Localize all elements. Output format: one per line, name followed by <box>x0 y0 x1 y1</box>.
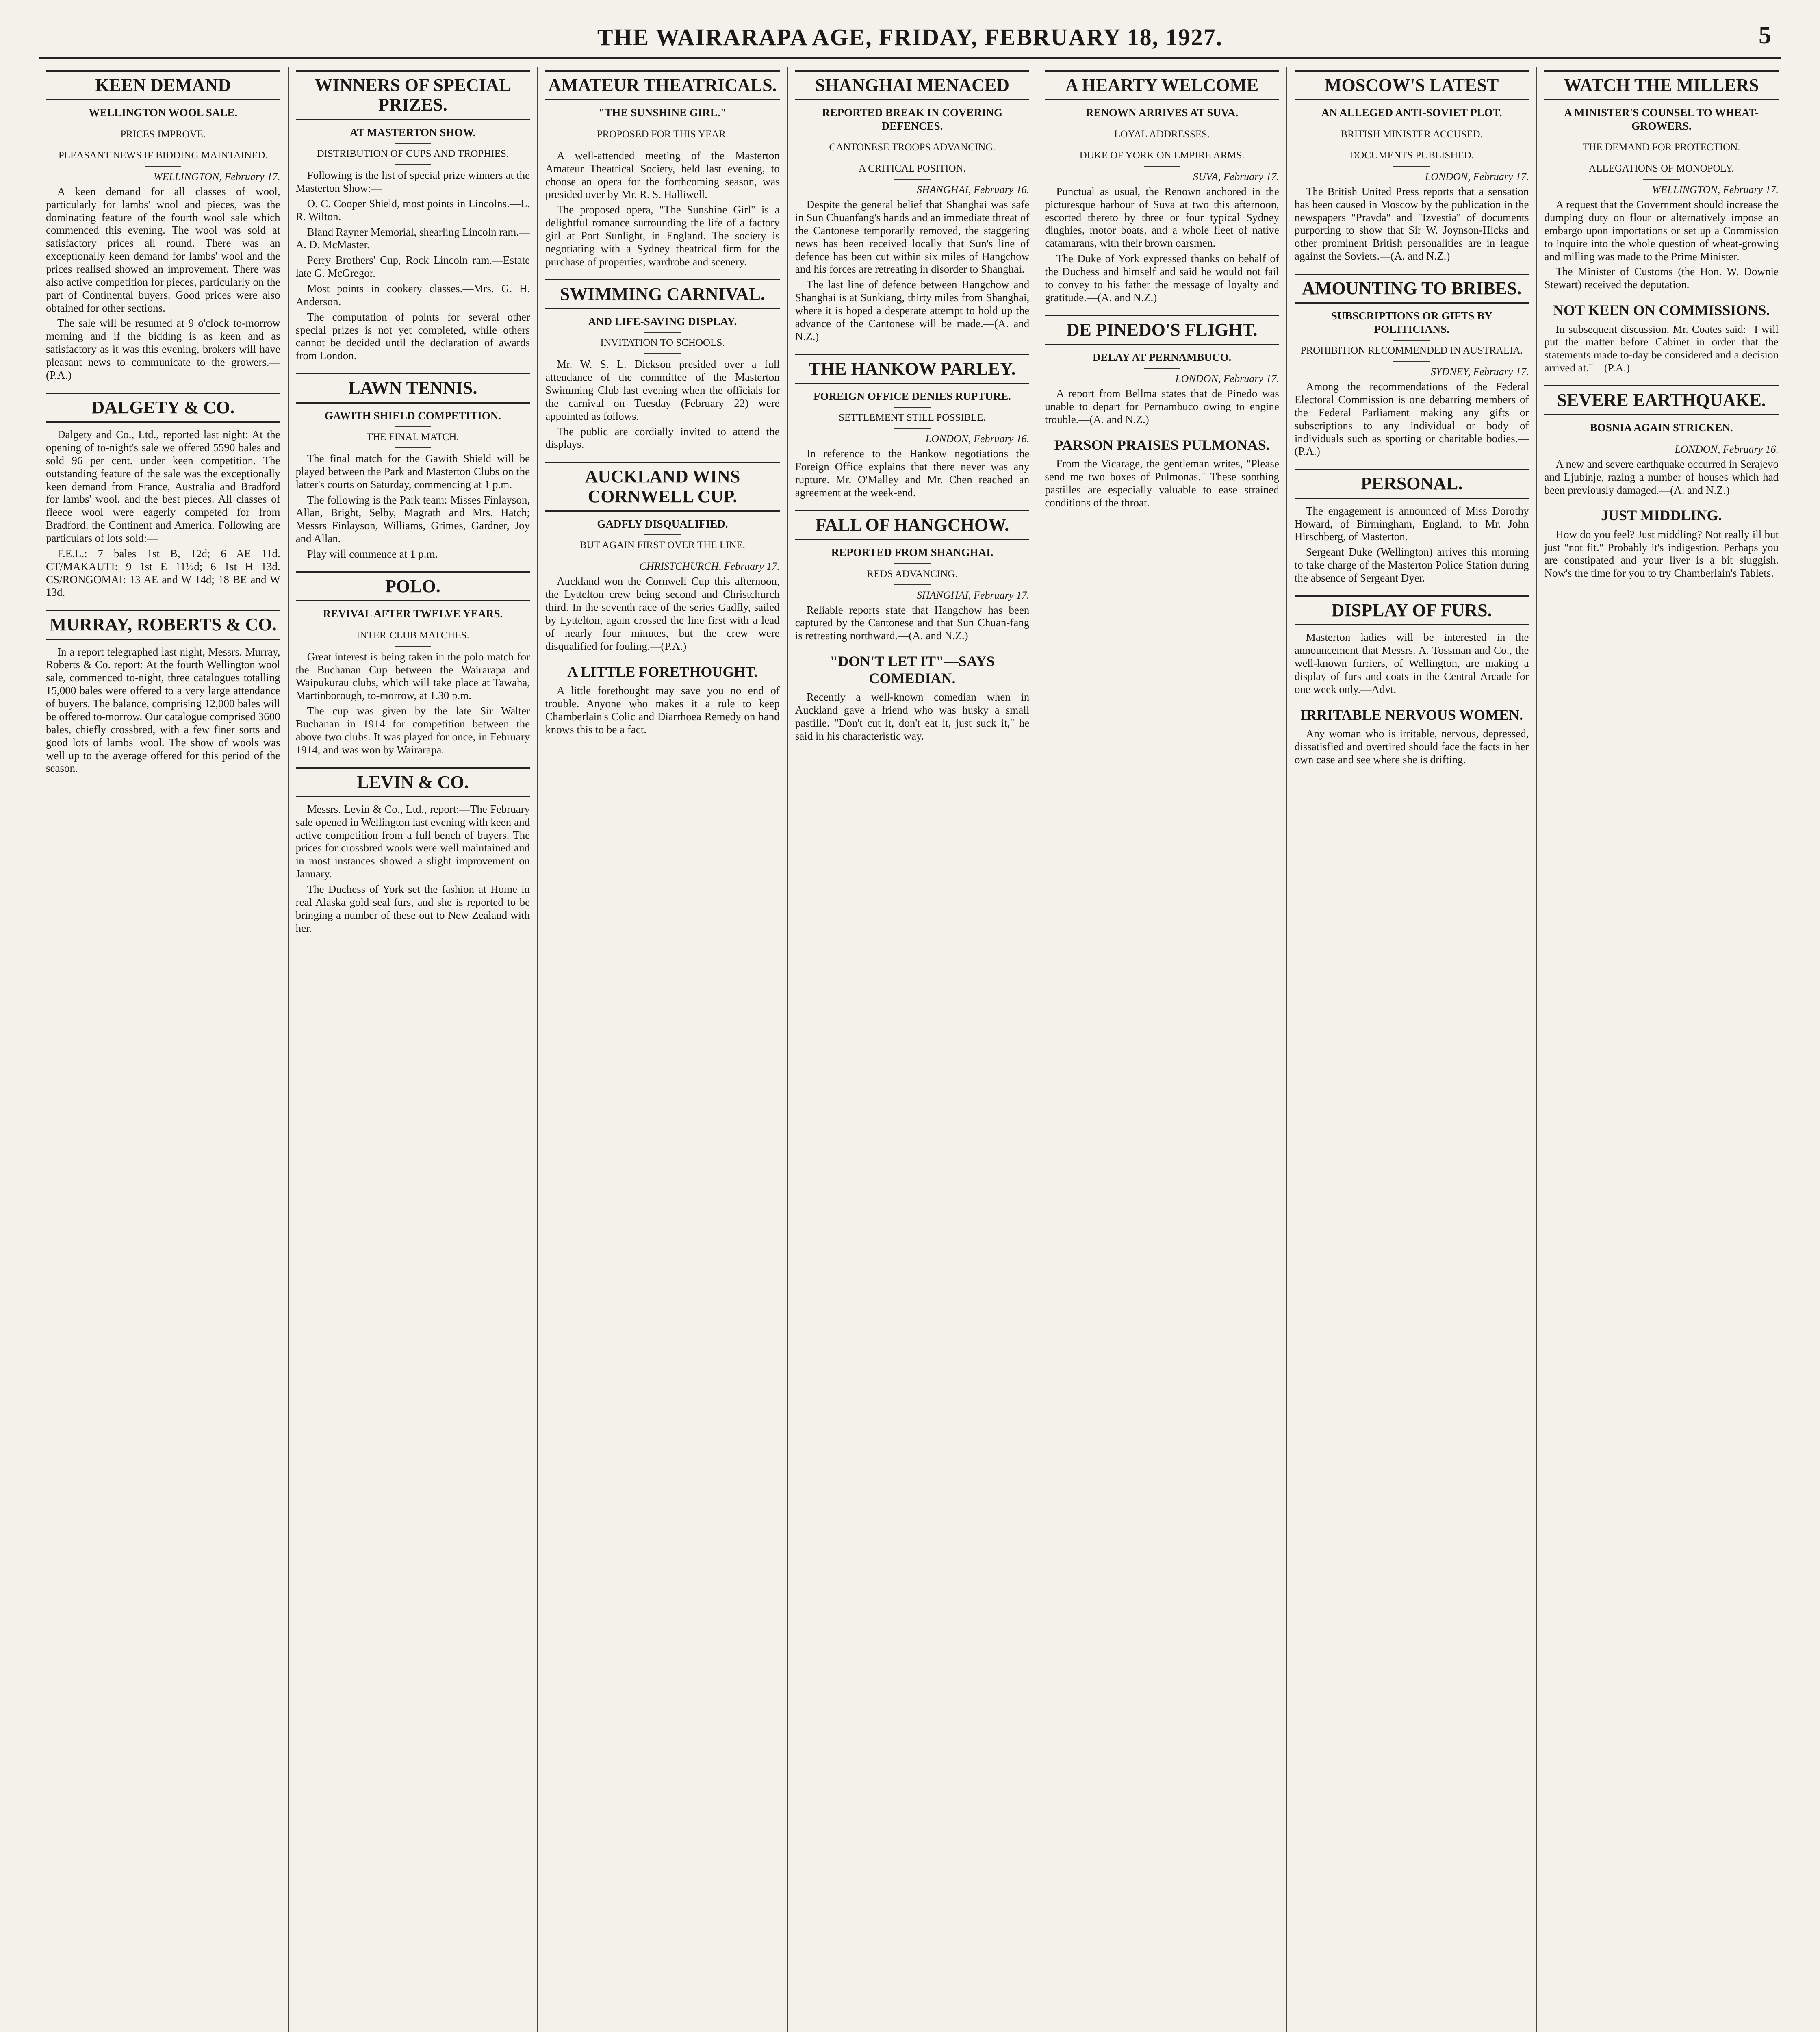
article-paragraph: The cup was given by the late Sir Walter Buchanan in 1914 for competition between the above two clubs. It was played for once, in February 1914, and was won by Wairarapa. <box>295 705 530 756</box>
separator-rule <box>1393 340 1430 341</box>
article-headline: IRRITABLE NERVOUS WOMEN. <box>1300 706 1523 723</box>
article-paragraph: From the Vicarage, the gentleman writes, "Please send me two boxes of Pulmonas." These soothing pastilles are especially valuable to ease strained conditions of the throat. <box>1045 458 1279 509</box>
separator-rule <box>395 646 431 647</box>
article-subheading: DISTRIBUTION OF CUPS AND TROPHIES. <box>317 148 509 160</box>
separator-rule <box>1144 166 1180 167</box>
separator-rule <box>1393 361 1430 362</box>
article-dateline: LONDON, February 16. <box>1675 443 1779 455</box>
article <box>545 279 780 452</box>
article <box>1295 70 1529 263</box>
article-paragraph: A well-attended meeting of the Masterton Amateur Theatrical Society, held last evening, to choose an opera for the forthcoming season, was presided over by Mr. R. S. Halliwell. <box>545 149 780 201</box>
article <box>545 70 780 269</box>
article-paragraph: The Duchess of York set the fashion at Home in real Alaska gold seal furs, and she is reported to be bringing a number of these out to New Zealand with her. <box>295 883 530 934</box>
article-subheading: BUT AGAIN FIRST OVER THE LINE. <box>579 540 745 551</box>
article-subheading: DELAY AT PERNAMBUCO. <box>1092 351 1232 363</box>
article-paragraph: Messrs. Levin & Co., Ltd., report:—The February sale opened in Wellington last evening with keen and active competition from a full bench of buyers. The prices for crossbred wools were well maintained and in most instances showed a slight improvement on January. <box>295 803 530 880</box>
article-subheading: SUBSCRIPTIONS OR GIFTS BY POLITICIANS. <box>1331 310 1492 335</box>
article-paragraph: Play will commence at 1 p.m. <box>307 548 438 560</box>
article <box>1295 595 1529 696</box>
article-subheading: REDS ADVANCING. <box>867 568 958 580</box>
article-dateline: LONDON, February 17. <box>1425 170 1529 182</box>
article-headline: LAWN TENNIS. <box>296 373 530 403</box>
article-paragraph: Auckland won the Cornwell Cup this afternoon, the Lyttelton crew being second and Christchurch third. In the seventh race of the series Gadfly, sailed by Lyttelton, again crossed the line first with a lead of nearly four minutes, but the crew were disqualified for fouling.—(P.A.) <box>545 575 780 652</box>
article-headline: SHANGHAI MENACED <box>795 70 1030 100</box>
article-paragraph: Great interest is being taken in the polo match for the Buchanan Cup between the Wairarapa and Waipukurau clubs, which will take place at Tawaha, Martinborough, to-morrow, at 1.30 p.m. <box>295 650 530 702</box>
article-subheading: PROHIBITION RECOMMENDED IN AUSTRALIA. <box>1300 345 1523 356</box>
article-subheading: GADFLY DISQUALIFIED. <box>597 518 728 530</box>
article-paragraph: The British United Press reports that a sensation has been caused in Moscow by the publication in the newspapers "Pravda" and "Izvestia" of documents purporting to show that Sir W. Joynson-Hicks and other prominent British personalities are in league against the Soviets.—(A. and N.Z.) <box>1294 185 1529 263</box>
article-subheading: FOREIGN OFFICE DENIES RUPTURE. <box>813 390 1011 403</box>
article-subheading: BOSNIA AGAIN STRICKEN. <box>1590 421 1733 434</box>
separator-rule <box>395 447 431 448</box>
article <box>1045 315 1279 426</box>
article-paragraph: A new and severe earthquake occurred in Serajevo and Ljubinje, razing a number of houses which had been previously damaged.—(A. and N.Z.) <box>1544 458 1779 496</box>
article-paragraph: Most points in cookery classes.—Mrs. G. H. Anderson. <box>295 282 530 308</box>
article-subheading: A MINISTER'S COUNSEL TO WHEAT-GROWERS. <box>1564 106 1759 132</box>
article-subheading: CANTONESE TROOPS ADVANCING. <box>829 142 996 153</box>
article-paragraph: Mr. W. S. L. Dickson presided over a full attendance of the committee of the Masterton Swimming Club last evening when the officials for the carnival on Tuesday (February 22) were appointed as follows. <box>545 358 780 422</box>
article-paragraph: The sale will be resumed at 9 o'clock to-morrow morning and if the bidding is as keen and as satisfactory as it was this evening, brokers will have pleasant news to communicate to the growers.—(P.A.) <box>46 317 280 381</box>
article-headline: POLO. <box>296 571 530 601</box>
separator-rule <box>644 332 681 333</box>
article-paragraph: Masterton ladies will be interested in the announcement that Messrs. A. Tossman and Co., the well-known furriers, of Wellington, are making a display of furs and coats in the Central Arcade for one week only.—Advt. <box>1294 631 1529 695</box>
article-paragraph: Recently a well-known comedian when in Auckland gave a friend who was husky a small pastille. "Don't cut it, don't eat it, just suck it," he said in his characteristic way. <box>795 690 1030 742</box>
article <box>296 571 530 757</box>
separator-rule <box>145 166 181 167</box>
article-paragraph: A report from Bellma states that de Pinedo was unable to depart for Pernambuco owing to engine trouble.—(A. and N.Z.) <box>1045 387 1279 426</box>
article-paragraph: The public are cordially invited to attend the displays. <box>545 425 780 451</box>
article-dateline: SUVA, February 17. <box>1193 170 1279 182</box>
masthead <box>0 0 1820 61</box>
article <box>1045 437 1279 510</box>
article-headline: AMATEUR THEATRICALS. <box>545 70 780 100</box>
column-3 <box>538 67 788 2032</box>
article-paragraph: The Minister of Customs (the Hon. W. Downie Stewart) received the deputation. <box>1544 265 1779 291</box>
article-paragraph: How do you feel? Just middling? Not really ill but just "not fit." Probably it's indigestion. Perhaps you are constipated and your liver is a bit sluggish. Now's the time for you to try Chamberlain's Tablets. <box>1544 528 1779 580</box>
article-subheading: ALLEGATIONS OF MONOPOLY. <box>1589 163 1734 174</box>
article-paragraph: In a report telegraphed last night, Messrs. Murray, Roberts & Co. report: At the fourth Wellington wool sale, commenced to-night, three catalogues totalling 15,000 bales were offered to a very large attendance of buyers. The balance, comprising 12,000 bales will be offered to-morrow. Our catalogue comprised 3600 bales, chiefly crossbred, with a few finer sorts and good lots of lambs' wool. The show of wools was well up to the average offered for this period of the season. <box>46 645 280 775</box>
article-headline: SWIMMING CARNIVAL. <box>545 279 780 309</box>
article-paragraph: The following is the Park team: Misses Finlayson, Allan, Bright, Selby, Magrath and Mrs. Hatch; Messrs Finlayson, Williams, Grimes, Gardner, Joy and Allan. <box>295 493 530 545</box>
article-paragraph: A request that the Government should increase the dumping duty on flour or alternatively impose an embargo upon importations or set up a Commission to inquire into the whole question of wheat-growing and milling was made to the Prime Minister. <box>1544 198 1779 263</box>
article <box>46 393 280 599</box>
article-paragraph: Punctual as usual, the Renown anchored in the picturesque harbour of Suva at two this afternoon, escorted thereto by three or four typical Sydney dinghies, motor boats, and a whole fleet of native catamarans, with their brown oarsmen. <box>1045 185 1279 250</box>
separator-rule <box>395 164 431 165</box>
separator-rule <box>1393 166 1430 167</box>
article-subheading: PRICES IMPROVE. <box>120 128 206 140</box>
article <box>1045 70 1279 304</box>
article-headline: AUCKLAND WINS CORNWELL CUP. <box>545 462 780 512</box>
article-paragraph: Following is the list of special prize winners at the Masterton Show:— <box>295 169 530 195</box>
article-paragraph: The Duke of York expressed thanks on behalf of the Duchess and himself and said he would not fail to convey to his father the message of loyalty and gratitude.—(A. and N.Z.) <box>1045 252 1279 304</box>
article-subheading: BRITISH MINISTER ACCUSED. <box>1341 128 1483 140</box>
article-subheading: THE FINAL MATCH. <box>367 431 459 443</box>
article <box>296 70 530 363</box>
article-paragraph: Despite the general belief that Shanghai was safe in Sun Chuanfang's hands and an immediate threat of the Cantonese temporarily removed, the staggering news has been received locally that Sun's line of defence has been cut within six miles of Hangchow and his forces are retreating in disorder to Shanghai. <box>795 198 1030 276</box>
article-paragraph: The computation of points for several other special prizes is not yet completed, while others cannot be decided until the declaration of awards from London. <box>295 310 530 362</box>
article-subheading: A CRITICAL POSITION. <box>859 163 966 174</box>
article-headline: WINNERS OF SPECIAL PRIZES. <box>296 70 530 120</box>
article-subheading: INTER-CLUB MATCHES. <box>356 630 469 641</box>
article-headline: NOT KEEN ON COMMISSIONS. <box>1553 302 1770 319</box>
column-5 <box>1037 67 1287 2032</box>
article-subheading: LOYAL ADDRESSES. <box>1114 128 1210 140</box>
separator-rule <box>894 407 931 408</box>
article-subheading: REVIVAL AFTER TWELVE YEARS. <box>323 608 503 620</box>
article-paragraph: The proposed opera, "The Sunshine Girl" is a delightful romance surrounding the life of a factory girl at Port Sunlight, in England. The society is negotiating with a Sydney theatrical firm for the purchase of properties, wardrobe and scenery. <box>545 204 780 268</box>
article-paragraph: The last line of defence between Hangchow and Shanghai is at Sunkiang, thirty miles from Shanghai, where it is hoped a desperate attempt to hold up the advance of the Cantonese will be made.—(A. and N.Z.) <box>795 278 1030 343</box>
article-paragraph: Dalgety and Co., Ltd., reported last night: At the opening of to-night's sale we offered 5590 bales and sold 96 per cent. under keen competition. The outstanding feature of the sale was the exceptionally keen demand from France, Australia and Bradford for lambs' wool, and the best pieces. All classes of fleece wool were eagerly competed for from Bradford, the Continent and America. Following are particulars of lots sold:— <box>46 428 280 544</box>
article-paragraph: A keen demand for all classes of wool, particularly for lambs' wool and pieces, was the dominating feature of the fourth wool sale which commenced this evening. The wool was sold at satisfactory prices all round. There was an exceptionally keen demand for lambs' wool and the prices realised showed an improvement. There was also active competition for pieces, particularly on the part of Continental buyers. Good prices were also obtained for other sections. <box>46 185 280 314</box>
article-paragraph: Bland Rayner Memorial, shearling Lincoln ram.—A. D. McMaster. <box>295 226 530 251</box>
article-dateline: SHANGHAI, February 17. <box>917 589 1030 601</box>
article-subheading: "THE SUNSHINE GIRL." <box>599 106 727 119</box>
separator-rule <box>894 584 931 585</box>
article <box>795 510 1030 643</box>
article <box>1544 70 1779 291</box>
article-headline: WATCH THE MILLERS <box>1544 70 1779 100</box>
article-paragraph: The final match for the Gawith Shield will be played between the Park and Masterton Clubs on the latter's courts on Saturday, commencing at 1 p.m. <box>295 452 530 491</box>
article-subheading: DUKE OF YORK ON EMPIRE ARMS. <box>1079 150 1245 161</box>
column-4 <box>788 67 1038 2032</box>
article-headline: KEEN DEMAND <box>46 70 280 100</box>
article-subheading: GAWITH SHIELD COMPETITION. <box>324 409 501 422</box>
article-subheading: AND LIFE-SAVING DISPLAY. <box>588 315 737 328</box>
article <box>1295 274 1529 458</box>
article-dateline: LONDON, February 17. <box>1175 373 1279 385</box>
article-paragraph: Sergeant Duke (Wellington) arrives this morning to take charge of the Masterton Police Station during the absence of Sergeant Dyer. <box>1294 546 1529 584</box>
article-subheading: AN ALLEGED ANTI-SOVIET PLOT. <box>1321 106 1502 119</box>
article-subheading: DOCUMENTS PUBLISHED. <box>1349 150 1474 161</box>
article-paragraph: F.E.L.: 7 bales 1st B, 12d; 6 AE 11d. CT/MAKAUTI: 9 1st E 11½d; 6 1st H 13d. CS/RONGOMAI: 13 AE and W 14d; 18 BE and W 13d. <box>46 547 280 599</box>
separator-rule <box>894 428 931 429</box>
article-dateline: LONDON, February 16. <box>925 433 1030 445</box>
article <box>1544 385 1779 497</box>
article-headline: SEVERE EARTHQUAKE. <box>1544 385 1779 415</box>
article-headline: A LITTLE FORETHOUGHT. <box>567 663 758 680</box>
article-subheading: INVITATION TO SCHOOLS. <box>600 337 725 349</box>
article-headline: A HEARTY WELCOME <box>1045 70 1279 100</box>
article-headline: DALGETY & CO. <box>46 393 280 423</box>
article-dateline: WELLINGTON, February 17. <box>154 170 280 182</box>
newspaper-title: THE WAIRARAPA AGE, FRIDAY, FEBRUARY 18, 1927. <box>597 24 1223 50</box>
column-7 <box>1537 67 1786 2032</box>
article-dateline: WELLINGTON, February 17. <box>1652 184 1779 196</box>
column-6 <box>1287 67 1537 2032</box>
article <box>296 373 530 561</box>
article-paragraph: Perry Brothers' Cup, Rock Lincoln ram.—Estate late G. McGregor. <box>295 254 530 280</box>
separator-rule <box>894 563 931 564</box>
article <box>46 610 280 775</box>
article <box>1544 507 1779 580</box>
article-headline: MURRAY, ROBERTS & CO. <box>46 610 280 640</box>
separator-rule <box>395 143 431 144</box>
masthead-rule <box>39 57 1781 59</box>
article-paragraph: O. C. Cooper Shield, most points in Lincolns.—L. R. Wilton. <box>295 197 530 223</box>
article-paragraph: In reference to the Hankow negotiations the Foreign Office explains that there never was any rupture. Mr. O'Malley and Mr. Chen reached an agreement at the week-end. <box>795 447 1030 499</box>
article <box>795 354 1030 499</box>
separator-rule <box>395 426 431 427</box>
article-headline: DE PINEDO'S FLIGHT. <box>1045 315 1279 345</box>
column-1 <box>39 67 289 2032</box>
article-subheading: SETTLEMENT STILL POSSIBLE. <box>839 412 986 423</box>
article-headline: THE HANKOW PARLEY. <box>795 354 1030 384</box>
article-dateline: CHRISTCHURCH, February 17. <box>639 560 780 573</box>
article-paragraph: Any woman who is irritable, nervous, depressed, dissatisfied and overtired should face the facts in her own case and see where she is drifting. <box>1294 727 1529 766</box>
article-headline: LEVIN & CO. <box>296 767 530 797</box>
article <box>46 70 280 382</box>
article <box>795 70 1030 343</box>
article-subheading: AT MASTERTON SHOW. <box>350 126 476 139</box>
article-dateline: SHANGHAI, February 16. <box>917 184 1030 196</box>
separator-rule <box>644 534 681 535</box>
article <box>1295 707 1529 766</box>
article-paragraph: Reliable reports state that Hangchow has been captured by the Cantonese and that Sun Chuan-fang is retreating northward.—(A. and N.Z.) <box>795 604 1030 642</box>
article-paragraph: Among the recommendations of the Federal Electoral Commission is one debarring members of the Federal Parliament making any gifts or subscriptions to any individual or body of individuals such as sporting or charitable bodies.—(P.A.) <box>1294 380 1529 458</box>
article-subheading: PLEASANT NEWS IF BIDDING MAINTAINED. <box>58 150 268 161</box>
page-number: 5 <box>1759 22 1771 49</box>
article-subheading: THE DEMAND FOR PROTECTION. <box>1583 142 1740 153</box>
article-headline: AMOUNTING TO BRIBES. <box>1295 274 1529 304</box>
column-2 <box>289 67 538 2032</box>
article-subheading: REPORTED FROM SHANGHAI. <box>831 546 994 559</box>
article <box>795 653 1030 742</box>
article-headline: JUST MIDDLING. <box>1601 507 1722 524</box>
article-paragraph: A little forethought may save you no end of trouble. Anyone who makes it a rule to keep Chamberlain's Colic and Diarrhoea Remedy on hand knows this to be a fact. <box>545 684 780 736</box>
article-headline: MOSCOW'S LATEST <box>1295 70 1529 100</box>
article-subheading: PROPOSED FOR THIS YEAR. <box>597 128 729 140</box>
article-headline: PARSON PRAISES PULMONAS. <box>1054 436 1270 453</box>
article-headline: DISPLAY OF FURS. <box>1295 595 1529 625</box>
article-paragraph: In subsequent discussion, Mr. Coates said: "I will put the matter before Cabinet in order that the statements made to-day be considered and a decision arrived at."—(P.A.) <box>1544 323 1779 374</box>
separator-rule <box>1643 179 1680 180</box>
article-subheading: REPORTED BREAK IN COVERING DEFENCES. <box>822 106 1002 132</box>
separator-rule <box>894 179 931 180</box>
article-subheading: WELLINGTON WOOL SALE. <box>89 106 238 119</box>
article <box>1544 302 1779 375</box>
article-paragraph: The engagement is announced of Miss Dorothy Howard, of Birmingham, England, to Mr. John Hirschberg, of Masterton. <box>1294 504 1529 543</box>
separator-rule <box>644 353 681 354</box>
separator-rule <box>1144 368 1180 369</box>
article-headline: PERSONAL. <box>1295 469 1529 499</box>
article-headline: FALL OF HANGCHOW. <box>795 510 1030 540</box>
article <box>296 767 530 935</box>
article-subheading: RENOWN ARRIVES AT SUVA. <box>1086 106 1239 119</box>
article-headline: "DON'T LET IT"—SAYS COMEDIAN. <box>830 653 995 686</box>
article <box>1295 469 1529 585</box>
article <box>545 664 780 736</box>
article-dateline: SYDNEY, February 17. <box>1430 366 1529 378</box>
article <box>545 462 780 653</box>
columns <box>39 67 1786 2032</box>
